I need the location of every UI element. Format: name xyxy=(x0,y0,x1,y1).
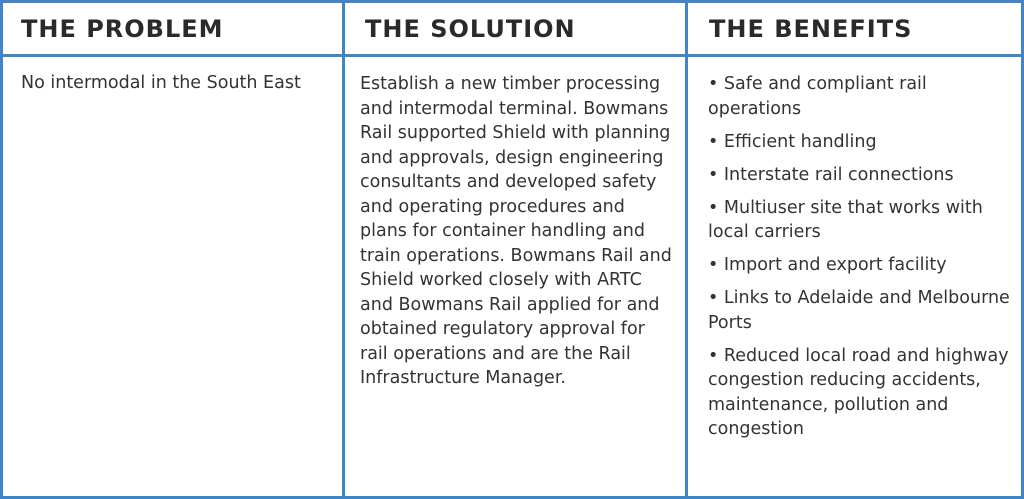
benefit-item: • Safe and compliant rail operations xyxy=(708,74,927,119)
benefits-heading: THE BENEFITS xyxy=(688,3,1021,57)
benefit-item: • Links to Adelaide and Melbourne Ports xyxy=(708,288,1010,333)
benefit-item: • Interstate rail connections xyxy=(708,164,954,185)
benefits-column xyxy=(685,3,1021,496)
problem-column xyxy=(3,3,342,496)
problem-heading: THE PROBLEM xyxy=(3,3,342,57)
solution-heading: THE SOLUTION xyxy=(345,3,685,57)
solution-column xyxy=(342,3,685,496)
benefit-item: • Multiuser site that works with local carriers xyxy=(708,197,983,242)
benefit-item: • Reduced local road and highway congestion reducing accidents, maintenance, pollution and congestion xyxy=(708,345,1009,439)
problem-text: No intermodal in the South East xyxy=(21,73,301,93)
solution-text: Establish a new timber processing and intermodal terminal. Bowmans Rail supported Shield with planning and approvals, design engineering consultants and developed safety and operating procedures and plans for container handling and train operations. Bowmans Rail and Shield worked closely with ARTC and Bowmans Rail applied for and obtained regulatory approval for rail operations and are the Rail Infrastructure Manager. xyxy=(360,74,672,388)
benefit-item: • Efficient handling xyxy=(708,131,877,152)
benefits-list xyxy=(688,57,1021,442)
benefit-item: • Import and export facility xyxy=(708,255,947,275)
